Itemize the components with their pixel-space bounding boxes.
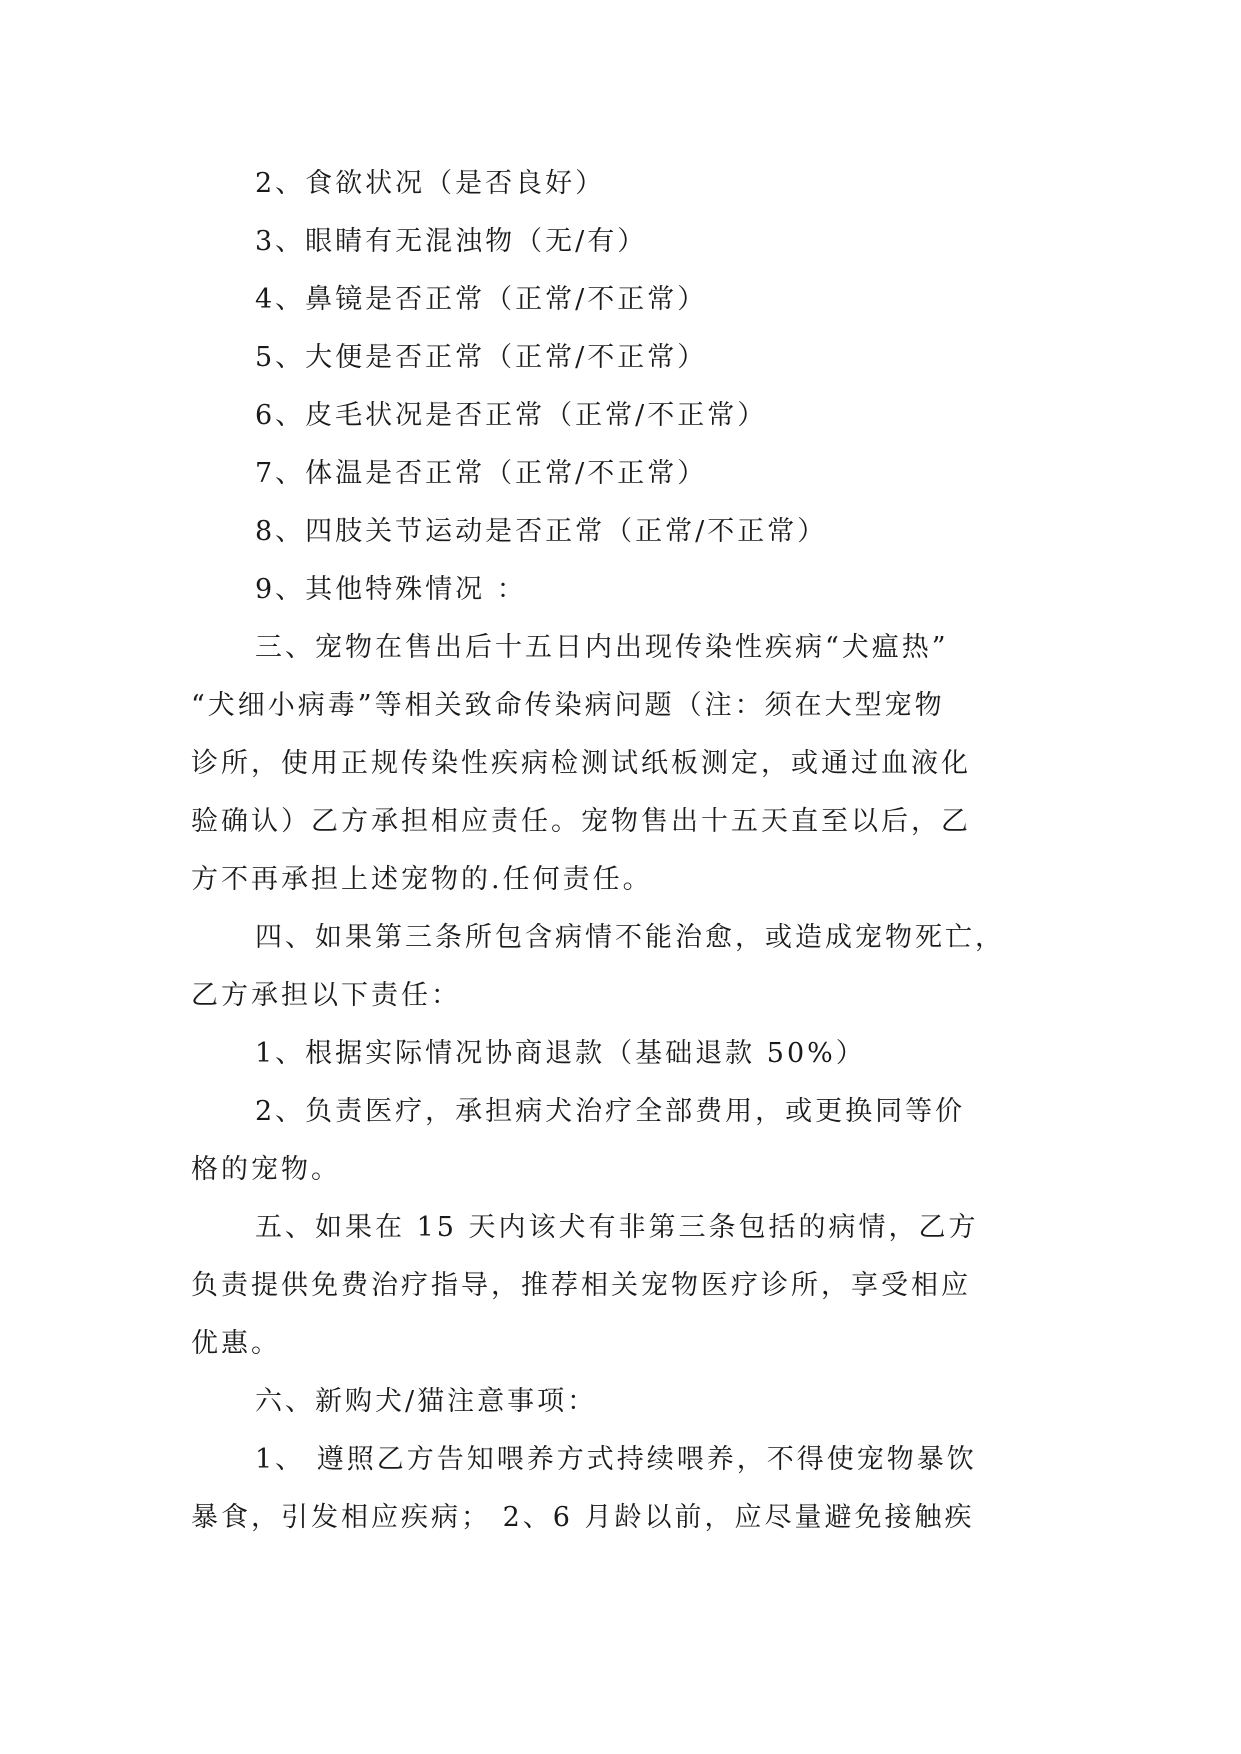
text-line: 6、皮毛状况是否正常（正常/不正常） [255, 400, 768, 431]
text-line: 三、宠物在售出后十五日内出现传染性疾病“犬瘟热” [255, 632, 949, 663]
text-line: 方不再承担上述宠物的.任何责任。 [191, 864, 653, 895]
text-line: 格的宠物。 [191, 1154, 341, 1185]
text-line: 五、如果在 15 天内该犬有非第三条包括的病情，乙方 [255, 1212, 979, 1243]
text-line: 六、新购犬/猫注意事项： [255, 1386, 598, 1417]
text-line: 8、四肢关节运动是否正常（正常/不正常） [255, 516, 828, 547]
text-line: “犬细小病毒”等相关致命传染病问题（注：须在大型宠物 [191, 690, 945, 721]
text-line: 暴食，引发相应疾病； 2、6 月龄以前，应尽量避免接触疾 [191, 1502, 975, 1533]
text-line: 诊所，使用正规传染性疾病检测试纸板测定，或通过血液化 [191, 748, 971, 779]
text-line: 4、鼻镜是否正常（正常/不正常） [255, 284, 708, 315]
text-line: 乙方承担以下责任： [191, 980, 461, 1011]
text-line: 7、体温是否正常（正常/不正常） [255, 458, 708, 489]
text-line: 1、 遵照乙方告知喂养方式持续喂养，不得使宠物暴饮 [255, 1444, 977, 1475]
text-line: 3、眼睛有无混浊物（无/有） [255, 226, 648, 257]
text-line: 2、负责医疗，承担病犬治疗全部费用，或更换同等价 [255, 1096, 966, 1127]
document-body [191, 155, 1051, 1547]
text-line: 验确认）乙方承担相应责任。宠物售出十五天直至以后，乙 [191, 806, 971, 837]
text-line: 四、如果第三条所包含病情不能治愈，或造成宠物死亡， [255, 922, 1005, 953]
text-line: 1、根据实际情况协商退款（基础退款 50%） [255, 1038, 866, 1069]
text-line: 5、大便是否正常（正常/不正常） [255, 342, 708, 373]
text-line: 优惠。 [191, 1328, 281, 1359]
text-line: 2、食欲状况（是否良好） [255, 168, 606, 199]
text-line: 9、其他特殊情况 ： [255, 574, 527, 605]
text-line: 负责提供免费治疗指导，推荐相关宠物医疗诊所，享受相应 [191, 1270, 971, 1301]
